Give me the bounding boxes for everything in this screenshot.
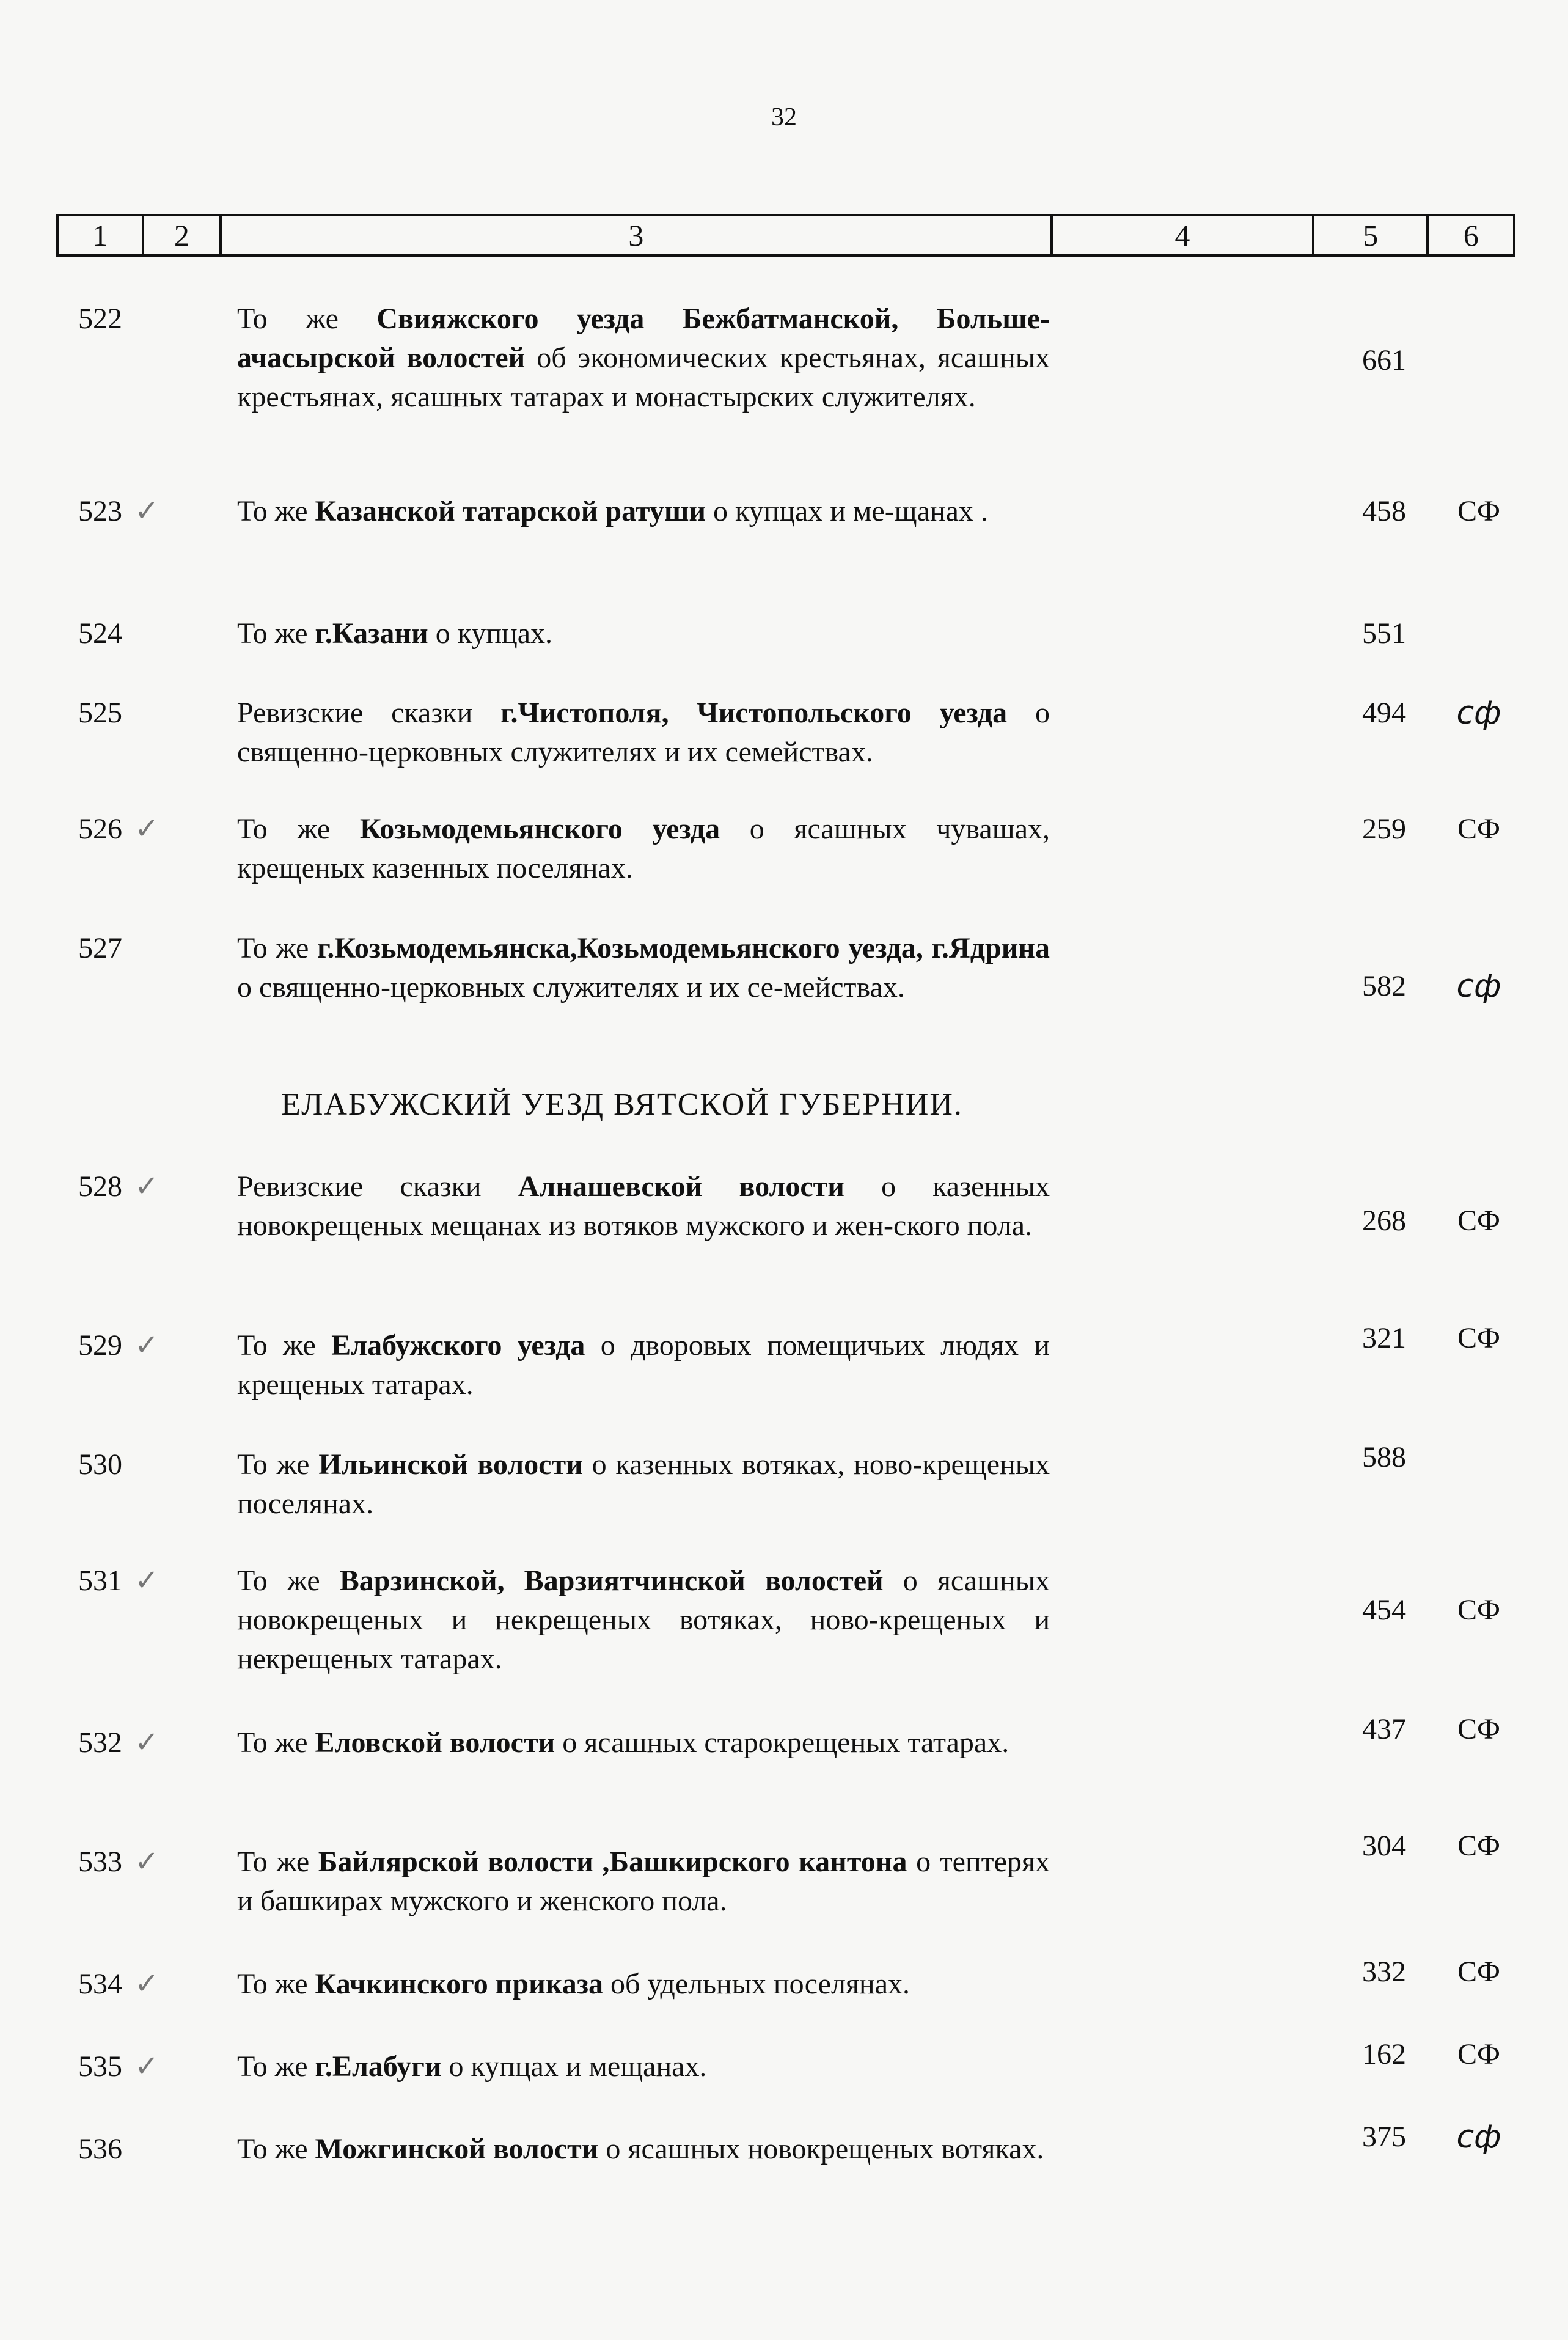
entry-number: 535 bbox=[78, 2050, 122, 2083]
entry-number: 526 bbox=[78, 813, 122, 845]
entry-number: 536 bbox=[78, 2133, 122, 2165]
column-header-row bbox=[56, 214, 1515, 257]
entry-description-bold: Ильинской волости bbox=[318, 1448, 583, 1481]
column-header-5: 5 bbox=[1314, 216, 1429, 254]
entry-description-text: о купцах и мещанах. bbox=[441, 2050, 707, 2083]
entry-description bbox=[237, 1445, 1050, 1524]
entry-description bbox=[237, 492, 1050, 531]
entry-number: 527 bbox=[78, 932, 122, 964]
entry-mark: СФ bbox=[1457, 1713, 1500, 1745]
entry-description bbox=[237, 694, 1050, 772]
entry-number: 525 bbox=[78, 697, 122, 729]
column-header-2: 2 bbox=[144, 216, 222, 254]
entry-description-text: То же bbox=[237, 2133, 315, 2165]
entry-description-text: То же bbox=[237, 1448, 319, 1481]
entry-count: 551 bbox=[1362, 617, 1406, 650]
entry-description bbox=[237, 1965, 1050, 2004]
checkmark-icon: ✓ bbox=[134, 495, 159, 527]
entry-mark: СФ bbox=[1457, 813, 1500, 845]
checkmark-icon: ✓ bbox=[134, 1968, 159, 2000]
entry-description-text: о казенных вотяках, ново-крещеных поселянах. bbox=[237, 1448, 1050, 1520]
entry-description-bold: Можгинской волости bbox=[315, 2133, 599, 2165]
entry-description-text: То же bbox=[237, 932, 318, 964]
entry-number: 522 bbox=[78, 303, 122, 335]
entry-description-bold: г.Козьмодемьянска,Козьмодемьянского уезда, г.Ядрина bbox=[317, 932, 1050, 964]
entry-description-bold: Еловской волости bbox=[315, 1726, 555, 1759]
entry-number: 529 bbox=[78, 1329, 122, 1362]
checkmark-icon: ✓ bbox=[134, 2050, 159, 2083]
entry-description-text: о купцах и ме-щанах . bbox=[706, 495, 988, 527]
entry-mark: СФ bbox=[1457, 1205, 1500, 1237]
entry-count: 454 bbox=[1362, 1594, 1406, 1626]
entry-description bbox=[237, 929, 1050, 1007]
entry-count: 458 bbox=[1362, 495, 1406, 527]
entry-description bbox=[237, 1326, 1050, 1404]
entry-mark: СФ bbox=[1457, 2038, 1500, 2070]
entry-description-text: То же bbox=[237, 813, 360, 845]
entry-mark: СФ bbox=[1457, 1322, 1500, 1354]
column-header-1: 1 bbox=[59, 216, 144, 254]
entry-description-bold: Варзинской, Варзиятчинской волостей bbox=[339, 1564, 884, 1597]
entry-count: 375 bbox=[1362, 2121, 1406, 2153]
entry-description-text: То же bbox=[237, 1846, 318, 1878]
entry-description-text: о ясашных чувашах, крещеных казенных поселянах. bbox=[237, 813, 1050, 884]
entry-description-text: Ревизские сказки bbox=[237, 697, 501, 729]
entry-description-text: То же bbox=[237, 2050, 315, 2083]
entry-description-text: о ясашных новокрещеных вотяках. bbox=[598, 2133, 1044, 2165]
checkmark-icon: ✓ bbox=[134, 1846, 159, 1878]
entry-description-text: о священно-церковных служителях и их се-мействах. bbox=[237, 971, 905, 1003]
entry-description-text: Ревизские сказки bbox=[237, 1170, 518, 1203]
entry-description-text: о тептерях и башкирах мужского и женского пола. bbox=[237, 1846, 1050, 1917]
entry-number: 528 bbox=[78, 1170, 122, 1203]
entry-description bbox=[237, 614, 1050, 653]
entry-description-text: То же bbox=[237, 1564, 340, 1597]
entry-number: 531 bbox=[78, 1564, 122, 1597]
entry-description-text: о купцах. bbox=[428, 617, 553, 650]
entry-description-text: То же bbox=[237, 303, 377, 335]
entry-description bbox=[237, 1723, 1050, 1762]
entry-description-bold: г.Чистополя, Чистопольского уезда bbox=[500, 697, 1008, 729]
entry-count: 332 bbox=[1362, 1956, 1406, 1988]
entry-description bbox=[237, 2047, 1050, 2086]
entry-description-text: о ясашных новокрещеных и некрещеных вотяках, ново-крещеных и некрещеных татарах. bbox=[237, 1564, 1050, 1675]
checkmark-icon: ✓ bbox=[134, 1170, 159, 1203]
entry-description bbox=[237, 2130, 1050, 2169]
entry-count: 321 bbox=[1362, 1322, 1406, 1354]
entry-description-text: То же bbox=[237, 1329, 332, 1362]
entry-description-text: о священно-церковных служителях и их семействах. bbox=[237, 697, 1050, 768]
entry-description-bold: Свияжского уезда Бежбатманской, Больше-ачасырской волостей bbox=[237, 303, 1050, 374]
section-title: ЕЛАБУЖСКИЙ УЕЗД ВЯТСКОЙ ГУБЕРНИИ. bbox=[281, 1087, 963, 1122]
column-header-3: 3 bbox=[222, 216, 1052, 254]
entry-description bbox=[237, 1843, 1050, 1921]
entry-mark: сф bbox=[1456, 695, 1501, 732]
entry-mark: СФ bbox=[1457, 1956, 1500, 1988]
entry-count: 259 bbox=[1362, 813, 1406, 845]
entry-description-text: о дворовых помещичьих людях и крещеных татарах. bbox=[237, 1329, 1050, 1401]
entry-description-bold: Казанской татарской ратуши bbox=[315, 495, 706, 527]
entry-mark: сф bbox=[1456, 968, 1501, 1005]
entry-description-text: об экономических крестьянах, ясашных крестьянах, ясашных татарах и монастырских служителях. bbox=[237, 342, 1050, 413]
entry-description bbox=[237, 810, 1050, 888]
entry-count: 162 bbox=[1362, 2038, 1406, 2070]
entry-description-bold: Алнашевской волости bbox=[518, 1170, 844, 1203]
entry-description-text: То же bbox=[237, 495, 315, 527]
entry-count: 588 bbox=[1362, 1441, 1406, 1473]
entry-mark: сф bbox=[1456, 2119, 1501, 2155]
entry-number: 524 bbox=[78, 617, 122, 650]
entry-count: 437 bbox=[1362, 1713, 1406, 1745]
entry-count: 661 bbox=[1362, 344, 1406, 376]
entry-number: 530 bbox=[78, 1448, 122, 1481]
entry-number: 533 bbox=[78, 1846, 122, 1878]
checkmark-icon: ✓ bbox=[134, 1564, 159, 1597]
entry-count: 494 bbox=[1362, 697, 1406, 729]
checkmark-icon: ✓ bbox=[134, 1726, 159, 1759]
entry-description-bold: Качкинского приказа bbox=[315, 1968, 603, 2000]
entry-description-text: об удельных поселянах. bbox=[603, 1968, 910, 2000]
entry-count: 304 bbox=[1362, 1830, 1406, 1862]
entry-description-bold: г.Казани bbox=[315, 617, 428, 650]
checkmark-icon: ✓ bbox=[134, 1329, 159, 1362]
entry-number: 534 bbox=[78, 1968, 122, 2000]
entry-description bbox=[237, 1561, 1050, 1679]
entry-count: 268 bbox=[1362, 1205, 1406, 1237]
entry-description-text: о ясашных старокрещеных татарах. bbox=[555, 1726, 1009, 1759]
entry-number: 532 bbox=[78, 1726, 122, 1759]
entry-description-bold: Байлярской волости ,Башкирского кантона bbox=[318, 1846, 907, 1878]
entry-mark: СФ bbox=[1457, 495, 1500, 527]
entry-description-bold: г.Елабуги bbox=[315, 2050, 442, 2083]
entry-description-bold: Елабужского уезда bbox=[331, 1329, 585, 1362]
checkmark-icon: ✓ bbox=[134, 813, 159, 845]
entry-description-text: То же bbox=[237, 1726, 315, 1759]
entry-description-text: То же bbox=[237, 1968, 315, 2000]
page-number: 32 bbox=[771, 103, 797, 131]
entry-description-bold: Козьмодемьянского уезда bbox=[359, 813, 720, 845]
entry-mark: СФ bbox=[1457, 1594, 1500, 1626]
entry-description bbox=[237, 299, 1050, 417]
entry-description-text: о казенных новокрещеных мещанах из вотяков мужского и жен-ского пола. bbox=[237, 1170, 1050, 1242]
entry-description-text: То же bbox=[237, 617, 315, 650]
column-header-4: 4 bbox=[1053, 216, 1315, 254]
entry-mark: СФ bbox=[1457, 1830, 1500, 1862]
entry-description bbox=[237, 1167, 1050, 1245]
column-header-6: 6 bbox=[1463, 218, 1479, 252]
entry-count: 582 bbox=[1362, 970, 1406, 1002]
entry-number: 523 bbox=[78, 495, 122, 527]
